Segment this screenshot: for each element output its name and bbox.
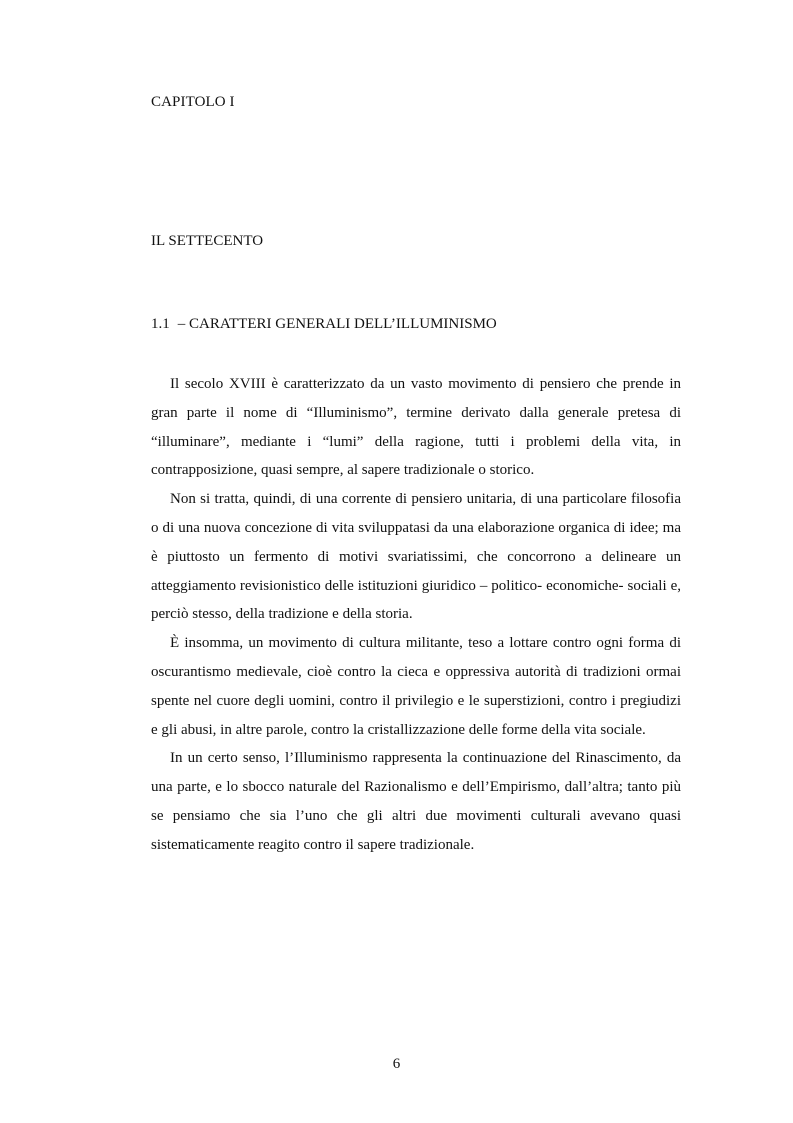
section-heading bbox=[151, 316, 497, 333]
section-title: – CARATTERI GENERALI DELL’ILLUMINISMO bbox=[177, 316, 497, 332]
paragraph: Non si tratta, quindi, di una corrente di pensiero unitaria, di una particolare filosofia o di una nuova concezione di vita sviluppatasi da una elaborazione organica di idee; ma è piuttosto un fermento di motivi svariatissimi, che concorrono a delineare un atteggiamento revisionistico delle istituzioni giuridico – politico- economiche- sociali e, perciò stesso, della tradizione e della storia. bbox=[151, 491, 681, 623]
chapter-title: IL SETTECENTO bbox=[151, 233, 264, 249]
paragraph: È insomma, un movimento di cultura militante, teso a lottare contro ogni forma di oscurantismo medievale, cioè contro la cieca e oppressiva autorità di tradizioni ormai spente nel cuore degli uomini, contro il privilegio e le superstizioni, contro i pregiudizi e gli abusi, in altre parole, contro la cristallizzazione delle forme della vita sociale. bbox=[151, 635, 681, 738]
body-text bbox=[151, 370, 681, 860]
page-number: 6 bbox=[392, 1056, 401, 1072]
section-number: 1.1 bbox=[151, 316, 170, 332]
paragraph: Il secolo XVIII è caratterizzato da un vasto movimento di pensiero che prende in gran parte il nome di “Illuminismo”, termine derivato dalla generale pretesa di “illuminare”, mediante i “lumi” della ragione, tutti i problemi della vita, in contrapposizione, quasi sempre, al sapere tradizionale o storico. bbox=[151, 376, 681, 479]
chapter-label: CAPITOLO I bbox=[151, 94, 235, 110]
paragraph: In un certo senso, l’Illuminismo rappresenta la continuazione del Rinascimento, da una parte, e lo sbocco naturale del Razionalismo e dell’Empirismo, dall’altra; tanto più se pensiamo che sia l’uno che gli altri due movimenti culturali avevano quasi sistematicamente reagito contro il sapere tradizionale. bbox=[151, 750, 681, 853]
